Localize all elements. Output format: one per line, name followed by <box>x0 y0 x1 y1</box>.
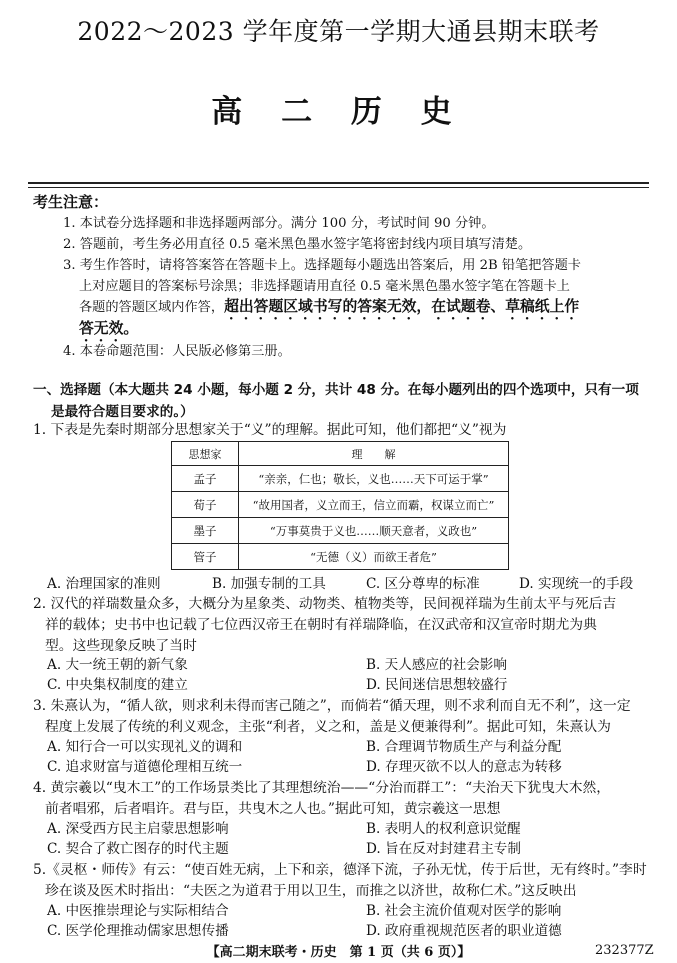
table-header-understanding: 理 解 <box>239 442 509 466</box>
question-1-stem: 1. 下表是先秦时期部分思想家关于“义”的理解。据此可知，他们都把“义”视为 <box>33 422 507 438</box>
q3-option-a[interactable]: A. 知行合一可以实现礼义的调和 <box>47 739 243 755</box>
header-rule-thick <box>28 182 649 184</box>
table-cell-thinker: 荀子 <box>172 492 239 518</box>
section-heading-line-1: 一、选择题（本大题共 24 小题，每小题 2 分，共计 48 分。在每小题列出的四个选项中，只有一项 <box>33 382 639 398</box>
question-4-line-1: 4. 黄宗羲以“曳木工”的工作场景类比了其理想统治——“分治而群工”：“夫治天下犹曳大木然， <box>33 780 611 796</box>
question-1-table <box>171 441 509 570</box>
section-heading <box>33 379 653 423</box>
table-cell-thinker: 管子 <box>172 544 239 570</box>
q3-option-c[interactable]: C. 追求财富与道德伦理相互统一 <box>47 759 243 775</box>
notice-item-4: 4. 本卷命题范围：人民版必修第三册。 <box>63 344 291 359</box>
question-5-line-1: 5.《灵枢・师传》有云：“使百姓无病，上下和亲，德泽下流，子孙无忧，传于后世，无有终时。”李时 <box>33 862 647 878</box>
question-2-line-1: 2. 汉代的祥瑞数量众多，大概分为星象类、动物类、植物类等，民间视祥瑞为生前太平与死后吉 <box>33 596 617 612</box>
q2-option-c[interactable]: C. 中央集权制度的建立 <box>47 677 188 693</box>
q5-option-c[interactable]: C. 医学伦理推动儒家思想传播 <box>47 923 229 939</box>
notice-item-1: 1. 本试卷分选择题和非选择题两部分。满分 100 分，考试时间 90 分钟。 <box>63 216 495 231</box>
q2-option-a[interactable]: A. 大一统王朝的新气象 <box>47 657 188 673</box>
q3-option-b[interactable]: B. 合理调节物质生产与利益分配 <box>366 739 562 755</box>
q5-option-b[interactable]: B. 社会主流价值观对医学的影响 <box>366 903 562 919</box>
table-cell-quote: “故用国者，义立而王，信立而霸，权谋立而亡” <box>239 492 509 518</box>
question-4-line-2: 前者唱邪，后者唱许。君与臣，共曳木之人也。”据此可知，黄宗羲这一思想 <box>45 801 501 817</box>
table-row <box>172 544 509 570</box>
q4-option-a[interactable]: A. 深受西方民主启蒙思想影响 <box>47 821 229 837</box>
question-2-line-2: 祥的载体；史书中也记载了七位西汉帝王在朝时有祥瑞降临，在汉武帝和汉宣帝时期尤为典 <box>45 617 597 633</box>
header-rule-thin <box>28 187 649 188</box>
q4-option-d[interactable]: D. 旨在反对封建君主专制 <box>366 841 521 857</box>
table-cell-thinker: 墨子 <box>172 518 239 544</box>
notice-heading: 考生注意： <box>33 193 109 211</box>
table-cell-quote: “亲亲，仁也；敬长，义也……天下可运于掌” <box>239 466 509 492</box>
q1-option-d[interactable]: D. 实现统一的手段 <box>519 576 634 592</box>
table-row <box>172 518 509 544</box>
q5-option-a[interactable]: A. 中医推崇理论与实际相结合 <box>47 903 229 919</box>
notice-item-3-text: 各题的答题区域内作答， <box>79 300 225 315</box>
q2-option-d[interactable]: D. 民间迷信思想较盛行 <box>366 677 508 693</box>
table-header-thinker: 思想家 <box>172 442 239 466</box>
q2-option-b[interactable]: B. 天人感应的社会影响 <box>366 657 507 673</box>
notice-item-3-line-2: 上对应题目的答案标号涂黑；非选择题请用直径 0.5 毫米黑色墨水签字笔在答题卡上 <box>79 279 570 294</box>
question-3-line-1: 3. 朱熹认为，“循人欲，则求利未得而害己随之”，而倘若“循天理，则不求利而自无不利”，这一定 <box>33 698 631 714</box>
paper-code: 232377Z <box>595 943 654 958</box>
table-row <box>172 492 509 518</box>
q1-option-b[interactable]: B. 加强专制的工具 <box>212 576 326 592</box>
page-footer: 【高二期末联考・历史 第 1 页（共 6 页）】 <box>206 945 471 960</box>
q4-option-b[interactable]: B. 表明人的权利意识觉醒 <box>366 821 521 837</box>
table-cell-quote: “万事莫贵于义也……顺天意者，义政也” <box>239 518 509 544</box>
section-heading-line-2: 是最符合题目要求的。） <box>51 404 194 420</box>
q1-option-c[interactable]: C. 区分尊卑的标准 <box>366 576 480 592</box>
q1-option-a[interactable]: A. 治理国家的准则 <box>47 576 161 592</box>
notice-item-2: 2. 答题前，考生务必用直径 0.5 毫米黑色墨水签字笔将密封线内项目填写清楚。 <box>63 237 532 252</box>
notice-emphasis-1: 超出答题区域书写的答案无效，在试题卷、草稿纸上作 <box>224 298 580 315</box>
question-2-line-3: 型。这些现象反映了当时 <box>45 638 197 654</box>
question-3-line-2: 程度上发展了传统的利义观念，主张“利者，义之和，盖是义便兼得利”。据此可知，朱熹认为 <box>45 719 611 735</box>
q4-option-c[interactable]: C. 契合了救亡图存的时代主题 <box>47 841 229 857</box>
exam-title: 2022～2023 学年度第一学期大通县期末联考 <box>77 17 600 46</box>
table-header-row <box>172 442 509 466</box>
q5-option-d[interactable]: D. 政府重视规范医者的职业道德 <box>366 923 562 939</box>
table-cell-thinker: 孟子 <box>172 466 239 492</box>
notice-emphasis-2: 答无效。 <box>79 320 139 337</box>
question-5-line-2: 珍在谈及医术时指出：“夫医之为道君于用以卫生，而推之以济世，故称仁术。”这反映出 <box>45 883 577 899</box>
q3-option-d[interactable]: D. 存理灭欲不以人的意志为转移 <box>366 759 562 775</box>
notice-item-3-line-1: 3. 考生作答时，请将答案答在答题卡上。选择题每小题选出答案后，用 2B 铅笔把答题卡 <box>63 258 581 273</box>
table-row <box>172 466 509 492</box>
table-cell-quote: “无德（义）而欲王者危” <box>239 544 509 570</box>
subject-title: 高 二 历 史 <box>211 94 466 130</box>
notice-item-3-line-3 <box>79 295 579 323</box>
